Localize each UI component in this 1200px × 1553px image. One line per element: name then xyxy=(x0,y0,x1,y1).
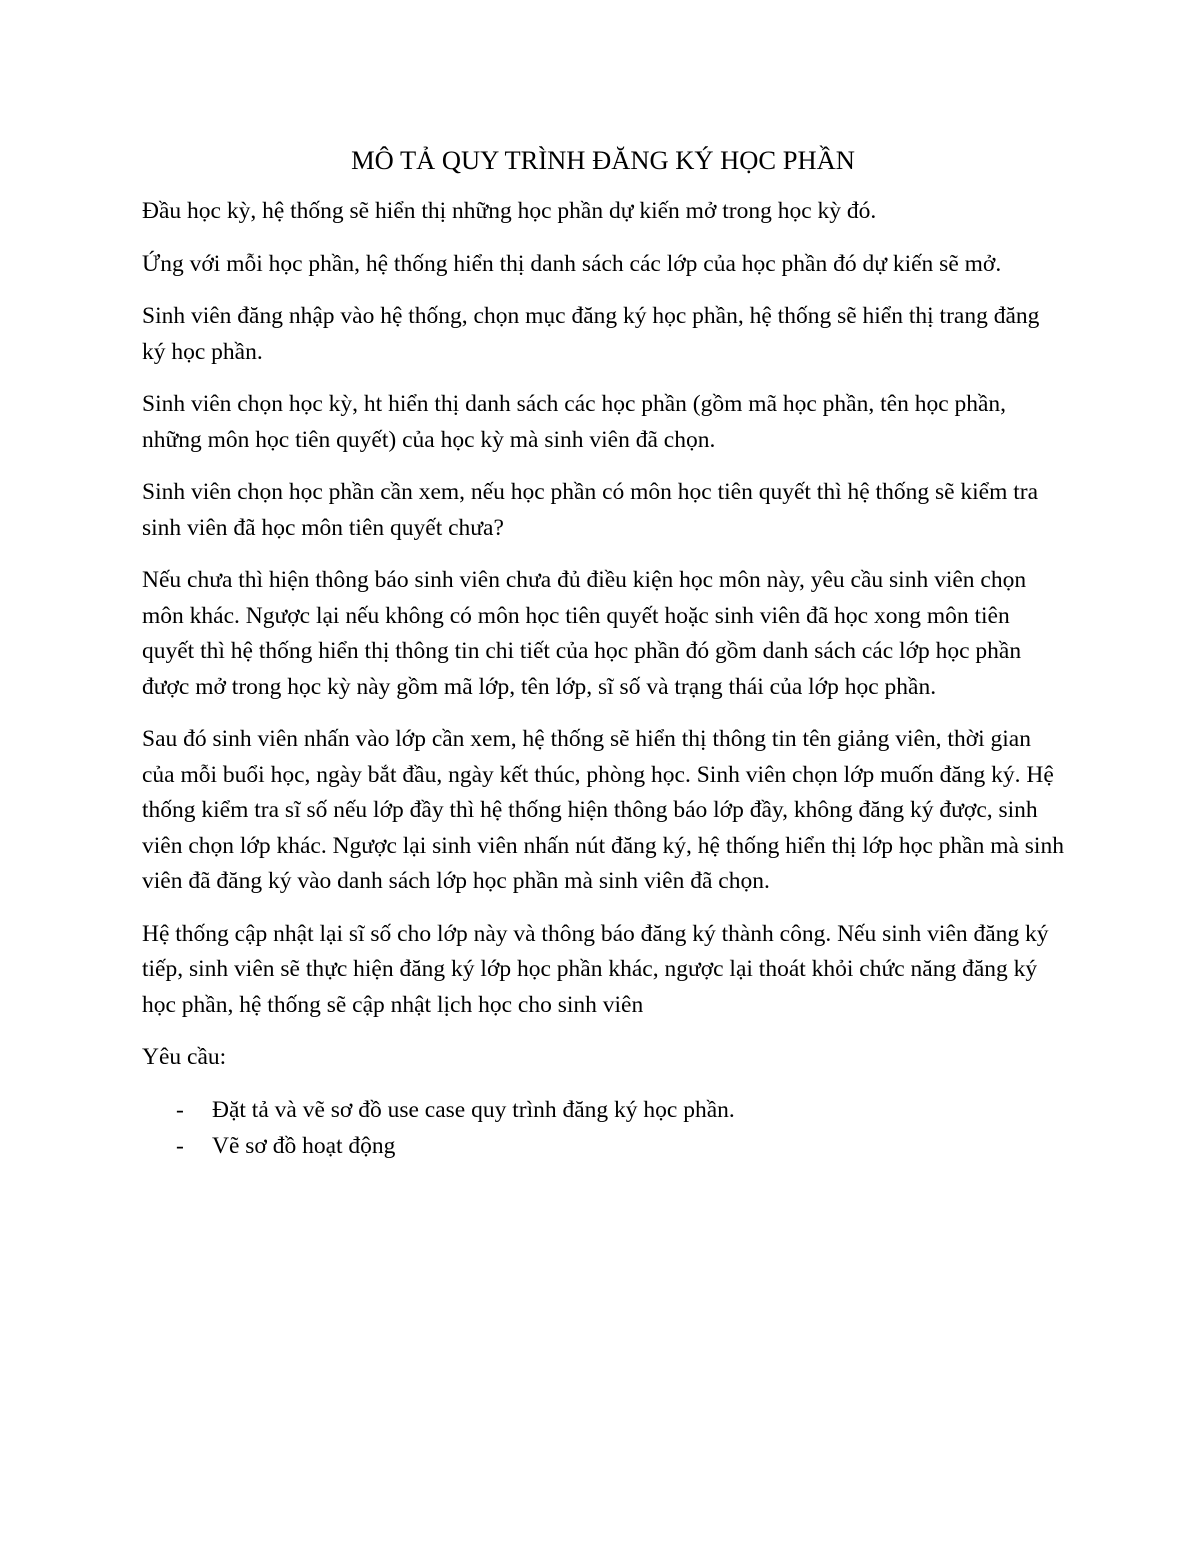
list-dash-marker: - xyxy=(176,1096,184,1123)
requirement-activity-diagram: Vẽ sơ đồ hoạt động xyxy=(212,1132,396,1159)
requirement-use-case: Đặt tả và vẽ sơ đồ use case quy trình đăng ký học phần. xyxy=(212,1096,735,1123)
requirements-label: Yêu cầu: xyxy=(142,1044,227,1070)
paragraph-class-details: Sau đó sinh viên nhấn vào lớp cần xem, hệ thống sẽ hiển thị thông tin tên giảng viên, thời gian của mỗi buổi học, ngày bắt đầu, ngày kết thúc, phòng học. Sinh viên chọn lớp muốn đăng ký. Hệ thống kiểm tra sĩ số nếu lớp đầy thì hệ thống hiện thông báo lớp đầy, không đăng ký được, sinh viên chọn lớp khác. Ngược lại sinh viên nhấn nút đăng ký, hệ thống hiển thị lớp học phần mà sinh viên đã đăng ký vào danh sách lớp học phần mà sinh viên đã chọn. xyxy=(142,726,1064,894)
paragraph-class-list: Ứng với mỗi học phần, hệ thống hiển thị danh sách các lớp của học phần đó dự kiến sẽ mở. xyxy=(142,250,1002,277)
list-item xyxy=(142,1092,1064,1128)
paragraph-login: Sinh viên đăng nhập vào hệ thống, chọn mục đăng ký học phần, hệ thống sẽ hiển thị trang đăng ký học phần. xyxy=(142,303,1040,365)
paragraph-semester-start: Đầu học kỳ, hệ thống sẽ hiển thị những học phần dự kiến mở trong học kỳ đó. xyxy=(142,198,877,224)
list-item xyxy=(142,1128,1064,1164)
paragraph-update-schedule: Hệ thống cập nhật lại sĩ số cho lớp này và thông báo đăng ký thành công. Nếu sinh viên đăng ký tiếp, sinh viên sẽ thực hiện đăng ký lớp học phần khác, ngược lại thoát khỏi chức năng đăng ký học phần, hệ thống sẽ cập nhật lịch học cho sinh viên xyxy=(142,920,1049,1018)
paragraph-choose-semester: Sinh viên chọn học kỳ, ht hiển thị danh sách các học phần (gồm mã học phần, tên học phần, những môn học tiên quyết) của học kỳ mà sinh viên đã chọn. xyxy=(142,391,1007,453)
document-body xyxy=(142,140,1064,1164)
requirements-list xyxy=(142,1092,1064,1164)
paragraph-prerequisite-check: Sinh viên chọn học phần cần xem, nếu học phần có môn học tiên quyết thì hệ thống sẽ kiểm tra sinh viên đã học môn tiên quyết chưa? xyxy=(142,479,1039,541)
list-dash-marker: - xyxy=(176,1132,184,1159)
document-title: MÔ TẢ QUY TRÌNH ĐĂNG KÝ HỌC PHẦN xyxy=(351,145,855,175)
paragraph-eligibility: Nếu chưa thì hiện thông báo sinh viên chưa đủ điều kiện học môn này, yêu cầu sinh viên chọn môn khác. Ngược lại nếu không có môn học tiên quyết hoặc sinh viên đã học xong môn tiên quyết thì hệ thống hiển thị thông tin chi tiết của học phần đó gồm danh sách các lớp học phần được mở trong học kỳ này gồm mã lớp, tên lớp, sĩ số và trạng thái của lớp học phần. xyxy=(142,567,1027,700)
